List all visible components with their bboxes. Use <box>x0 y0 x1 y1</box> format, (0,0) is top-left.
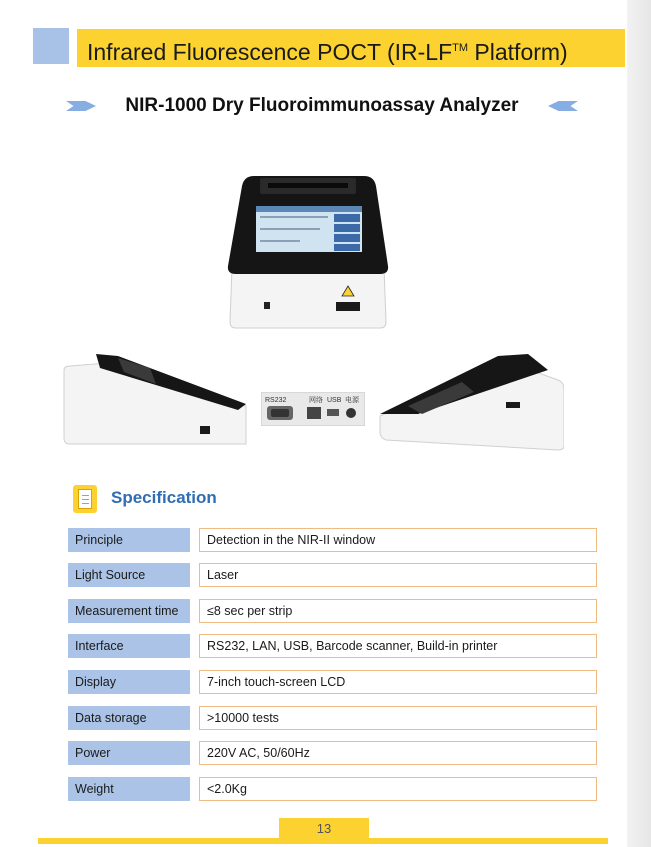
spec-label: Light Source <box>68 563 190 587</box>
arrow-right-icon <box>66 101 96 111</box>
spec-label: Weight <box>68 777 190 801</box>
spec-row-display <box>68 670 598 694</box>
page-edge-shadow <box>627 0 651 847</box>
spec-label: Display <box>68 670 190 694</box>
spec-label: Measurement time <box>68 599 190 623</box>
page-title-main: Infrared Fluorescence POCT (IR-LF <box>87 39 453 65</box>
spec-value: 220V AC, 50/60Hz <box>199 741 597 765</box>
spec-label: Principle <box>68 528 190 552</box>
spec-value: Laser <box>199 563 597 587</box>
spec-heading: Specification <box>111 488 217 507</box>
spec-row-data-storage <box>68 706 598 730</box>
subtitle-row <box>66 92 578 120</box>
spec-label: Interface <box>68 634 190 658</box>
spec-row-principle <box>68 528 598 552</box>
header-accent-square <box>33 28 69 64</box>
port-label-rs232: RS232 <box>265 397 287 404</box>
device-front-image <box>224 172 392 330</box>
page-title <box>77 29 625 67</box>
spec-value: >10000 tests <box>199 706 597 730</box>
spec-label: Data storage <box>68 706 190 730</box>
spec-row-light-source <box>68 563 598 587</box>
spec-value: RS232, LAN, USB, Barcode scanner, Build-in printer <box>199 634 597 658</box>
trademark-mark: TM <box>452 42 469 54</box>
spec-label: Power <box>68 741 190 765</box>
port-label-power: 电源 <box>345 397 359 404</box>
device-ports-image <box>261 392 365 426</box>
spec-row-weight <box>68 777 598 801</box>
device-side-right-image <box>378 352 564 452</box>
spec-value: 7-inch touch-screen LCD <box>199 670 597 694</box>
port-label-usb: USB <box>327 397 342 404</box>
document-icon <box>73 485 97 513</box>
spec-value: ≤8 sec per strip <box>199 599 597 623</box>
product-subtitle: NIR-1000 Dry Fluoroimmunoassay Analyzer <box>125 95 519 116</box>
spec-value: Detection in the NIR-II window <box>199 528 597 552</box>
port-label-lan: 网络 <box>309 397 323 404</box>
page-number: 13 <box>279 818 369 840</box>
page-title-end: Platform) <box>468 39 568 65</box>
device-side-left-image <box>60 352 250 448</box>
spec-value: <2.0Kg <box>199 777 597 801</box>
spec-row-interface <box>68 634 598 658</box>
spec-row-measurement-time <box>68 599 598 623</box>
spec-row-power <box>68 741 598 765</box>
arrow-left-icon <box>548 101 578 111</box>
